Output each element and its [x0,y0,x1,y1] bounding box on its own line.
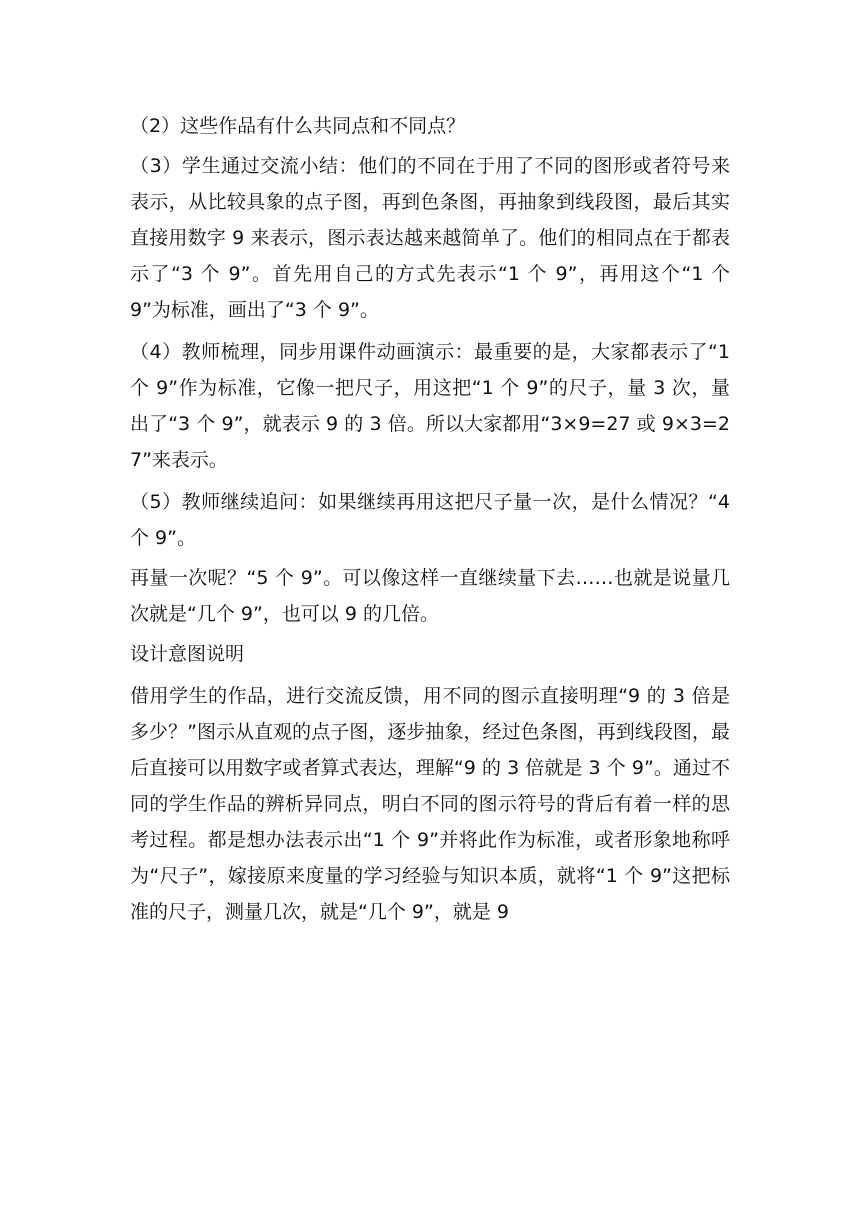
paragraph-measure-again: 再量一次呢？“5 个 9”。可以像这样一直继续量下去……也就是说量几次就是“几个 9”，也可以 9 的几倍。 [130,567,730,625]
paragraph-question-2: （2）这些作品有什么共同点和不同点？ [130,115,466,137]
document-body [130,108,730,936]
paragraph-followup-5: （5）教师继续追问：如果继续再用这把尺子量一次，是什么情况？“4 个 9”。 [130,491,730,549]
paragraph-teacher-4: （4）教师梳理，同步用课件动画演示：最重要的是，大家都表示了“1 个 9”作为标准，它像一把尺子，用这把“1 个 9”的尺子，量 3 次，量出了“3 个 9”，就表示 9 的 3 倍。所以大家都用“3×9=27 或 9×3=27”来表示。 [130,341,730,471]
paragraph-summary-3: （3）学生通过交流小结：他们的不同在于用了不同的图形或者符号来表示，从比较具象的点子图，再到色条图，再抽象到线段图，最后其实直接用数字 9 来表示，图示表达越来越简单了。他们的相同点在于都表示了“3 个 9”。首先用自己的方式先表示“1 个 9”，再用这个“1 个 9”为标准，画出了“3 个 9”。 [130,155,730,321]
section-heading-design-intent: 设计意图说明 [130,643,245,665]
paragraph-design-explanation: 借用学生的作品，进行交流反馈，用不同的图示直接明理“9 的 3 倍是多少？”图示从直观的点子图，逐步抽象，经过色条图，再到线段图，最后直接可以用数字或者算式表达，理解“9 的 3 倍就是 3 个 9”。通过不同的学生作品的辨析异同点，明白不同的图示符号的背后有着一样的思考过程。都是想办法表示出“1 个 9”并将此作为标准，或者形象地称呼为“尺子”，嫁接原来度量的学习经验与知识本质，就将“1 个 9”这把标准的尺子，测量几次，就是“几个 9”，就是 9 [130,685,730,923]
